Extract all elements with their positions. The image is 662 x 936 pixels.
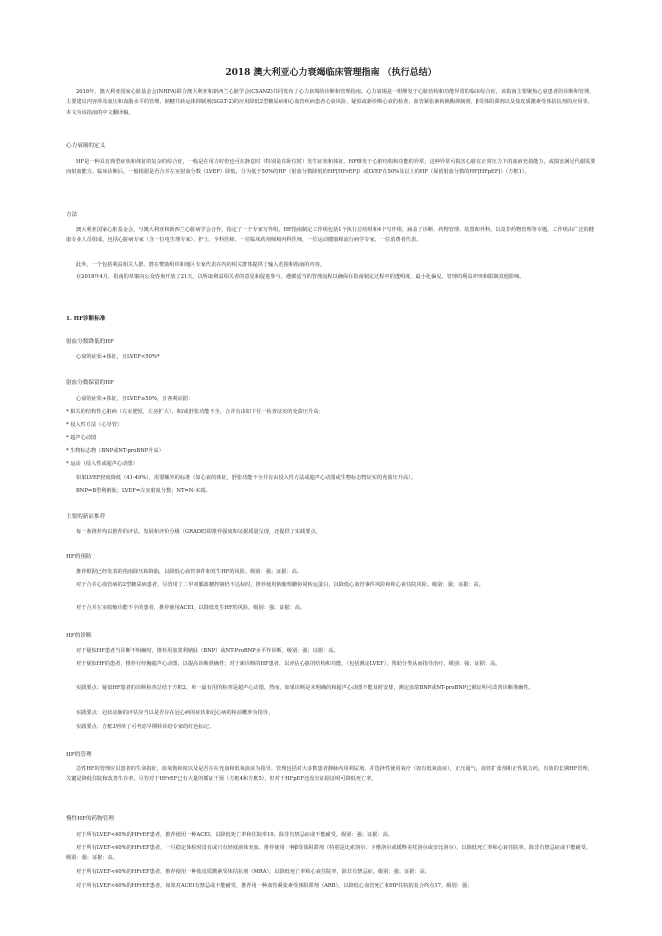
drug-management-paragraph-2: 对于所有LVEF<40%的HFrEF患者，一旦稳定体检时没有或只有轻度液体充血，推荐使用一种β受体阻滞剂（特别是比索洛尔、卡维洛尔或缓释美托洛尔或奈比洛尔），以降低死亡率和心衰住院率。除非有禁忌症或不能耐受。级别：强；证据：高。: [66, 845, 592, 862]
methods-paragraph-2: 此外，一个包括利益相关人群、潜在赞助组织和地区专家代表在内的相关群体提供了输入范围和指南的内容。: [76, 262, 326, 268]
section-heading-methods: 方法: [66, 212, 78, 218]
new-evidence-paragraph: 每一条推荐均以推荐的评估、发展和评价分级（GRADE)即推荐强度和证据质量呈现，还提供了实践要点。: [76, 529, 321, 535]
drug-management-paragraph-4: 对于所有LVEF<40%的HFrEF患者，如果对ACEI有禁忌或不能耐受，推荐用一种血管紧张素受体阻滞剂（ARB），以降低心血管死亡和HF住院的复合终点17。级别：强；: [76, 883, 473, 889]
prevention-paragraph-3: 对于合并左室收缩功能不全的患者，推荐使用ACEI，以降低发生HF的风险。级别：强；证据：高。: [76, 605, 306, 611]
hfpef-criteria-line-4: * 超声心动图: [66, 435, 97, 441]
hfpef-criteria-line-7: 如果LVEF轻度降低（41-49%），需要额外的标准（如心衰的体征，舒张功能不全并有由侵入性方法或超声心动图或生物标志物证实的充盈压升高）。: [76, 475, 416, 481]
hfpef-criteria-line-2: * 相关的结构性心脏病（左室肥厚，左房扩大），和/或舒张功能不全，合并有由如下任一检查证实的充盈压升高：: [66, 409, 324, 415]
definition-paragraph: HF是一种具有典型症状和体征的复杂的综合征，一般是在用力时但也可在静息时（特别是在卧位时）发生症状和体征。HF继发于心脏结构和功能的异常，这种异常可损害心脏在正常压力下的血液充盈能力，或损害满足代谢需要而射血能力。临床诊断后，一般根据是否合并左室射血分数（LVEF）降低，分为低于50%的HF（射血分数降低的HF[HFrEF]）或LVEF在50%及以上的HF（保留射血分数的HF[HFpEF]）（方框1）。: [66, 159, 596, 176]
section-heading-definition: 心力衰竭的定义: [66, 143, 106, 149]
diagnosis-paragraph-5: 实践要点：方框3列举了可考虑早期转诊给专家的红色标记。: [76, 724, 215, 730]
hfref-criteria: 心衰的症状+体征，且LVEF<50%*: [76, 354, 160, 360]
diagnosis-paragraph-2: 对于疑似HF的患者，推荐行经胸超声心动图，以提高诊断准确性；对于新诊断的HF患者，以评估心脏的结构和功能，（包括测定LVEF），帮助分类从而指导治疗。级别：强；证据：高。: [76, 661, 501, 667]
section-heading-new-evidence: 主要的新证推荐: [66, 514, 106, 520]
hfpef-criteria-line-3: * 侵入性方法（心导管）: [66, 422, 123, 428]
hfpef-criteria-line-5: * 生物标志物（BNP或NT-proBNP升高）: [66, 448, 164, 454]
intro-paragraph: 2018年，澳大利亚国家心脏基金会(NHFA)联合澳大利亚和新西兰心脏学会(CSANZ)共同发布了心力衰竭的诊断和管理指南。心力衰竭是一组继发于心脏结构和功能异常的临床综合征，该指南主要聚焦心衰患者的诊断和管理，主要建议内容涉及血压和血脂水平的管理、钠糖共转运体抑制剂(SGLT-2)的应用降低2型糖尿病和心血管疾病患者心衰风险、疑似或新诊断心衰的检查、血管紧张素转换酶抑制剂、β受体阻滞剂以及盐皮质激素受体拮抗剂的应用等。本文为该指南的中文翻译稿。: [66, 89, 595, 116]
diagnosis-paragraph-4: 实践要点：冠状动脉的评估应当以是否存在冠心病的症状和冠心病的检前概率为指导。: [76, 710, 274, 716]
drug-management-paragraph-3: 对于所有LVEF<40%的HFrEF患者，推荐使用一种盐皮质激素受体拮抗剂（MRA），以降低死亡率和心衰住院率，除非有禁忌症。级别：强；证据：高。: [76, 869, 430, 875]
methods-paragraph-1: 澳大利亚国家心脏基金会，与澳大利亚和新西兰心脏病学会合作，指定了一个专家写作组。HF指南制定工作组包括1个执行总结组和4个写作组，涵盖了诊断、药物管理、装置和外科，以及非药物管理等专题。工作组由广泛的健康专业人员组成，包括心脏病专家（含一位电生理专家）、护士、全科医师、一位临床药剂师和内科医师，一位运动健康和流行病学专家，一位消费者代表。: [66, 227, 594, 244]
prevention-paragraph-1: 推荐根据已经发表的指南降压和降脂，以降低心血管事件和发生HF的风险。级别：强；证据：高。: [76, 569, 302, 575]
methods-paragraph-3: 在2018年4月，指南的草案向公众咨询开放了21天，以听取利益相关者的意见和促进参与。遵循适当的管理流程以确保在指南制定过程中的透明度、最小化偏见、管理的利益冲突和限制其他影响。: [76, 274, 525, 280]
hfpef-criteria-line-1: 心衰的症状+体征，且LVEF≥50%，且客观证据：: [76, 396, 194, 402]
prevention-paragraph-2: 对于合并心血管病的2型糖尿病患者，尽管用了二甲双胍血糖控制仍不达标时，推荐使用钠葡萄糖协同转运蛋白，以降低心血管事件风险和和心衰住院风险。级别：强；证据：高。: [76, 582, 484, 588]
abbreviation-note: BNP=B型利钠肽；LVEF=左室射血分数；NT=N-末端。: [76, 488, 211, 494]
subheading-hfref: 射血分数降低的HF: [66, 339, 114, 345]
diagnosis-paragraph-1: 对于疑似HF患者当诊断不明确时，推荐用血浆利钠肽（BNP）或NT-ProBNP水平作诊断。级别：强；证据：高。: [76, 648, 339, 654]
subheading-hfpef: 射血分数保留的HF: [66, 380, 114, 386]
section-heading-prevention: HF的预防: [66, 554, 92, 560]
section-heading-diagnostic-criteria: 1. HF诊断标准: [66, 316, 106, 322]
management-paragraph: 急性HF的管理应以患者的生命指征，血氧饱和度以及是否存在充血和低氧血症为指导。管理包括对大多数患者静脉内用利尿剂，并选择性使用氧疗（如有低氧血症），正压通气，血管扩张剂和正性肌力药。有效的长期HF管理，关键是降低住院和改善生存率。尽管对于HFrEF已有大量的循证干预（方框4和方框5），但对于HFpEF还没有证据证明可降低死亡率。: [66, 766, 593, 783]
hfpef-criteria-line-6: * 运动（侵入性或超声心动图）: [66, 461, 138, 467]
document-title: 2018 澳大利亚心力衰竭临床管理指南 （执行总结）: [225, 68, 437, 78]
section-heading-diagnosis: HF的诊断: [66, 633, 92, 639]
drug-management-paragraph-1: 对于所有LVEF<40%的HFrEF患者，推荐使用一种ACEI，以降低死亡率和住院率10。除非有禁忌症或不能耐受。级别：强；证据：高。: [76, 832, 393, 838]
diagnosis-paragraph-3: 实践要点：疑似HF患者的诊断检查总结于方框2。单一最有用的检查是超声心动图。然而，如果诊断是未明确的和超声心动图不能及时安排，测定血浆BNP或NT-proBNP已被证明可改善诊断准确性。: [76, 685, 534, 691]
section-heading-management: HF的管理: [66, 752, 92, 758]
section-heading-drug-management: 慢性HF的药物管理: [66, 816, 114, 822]
